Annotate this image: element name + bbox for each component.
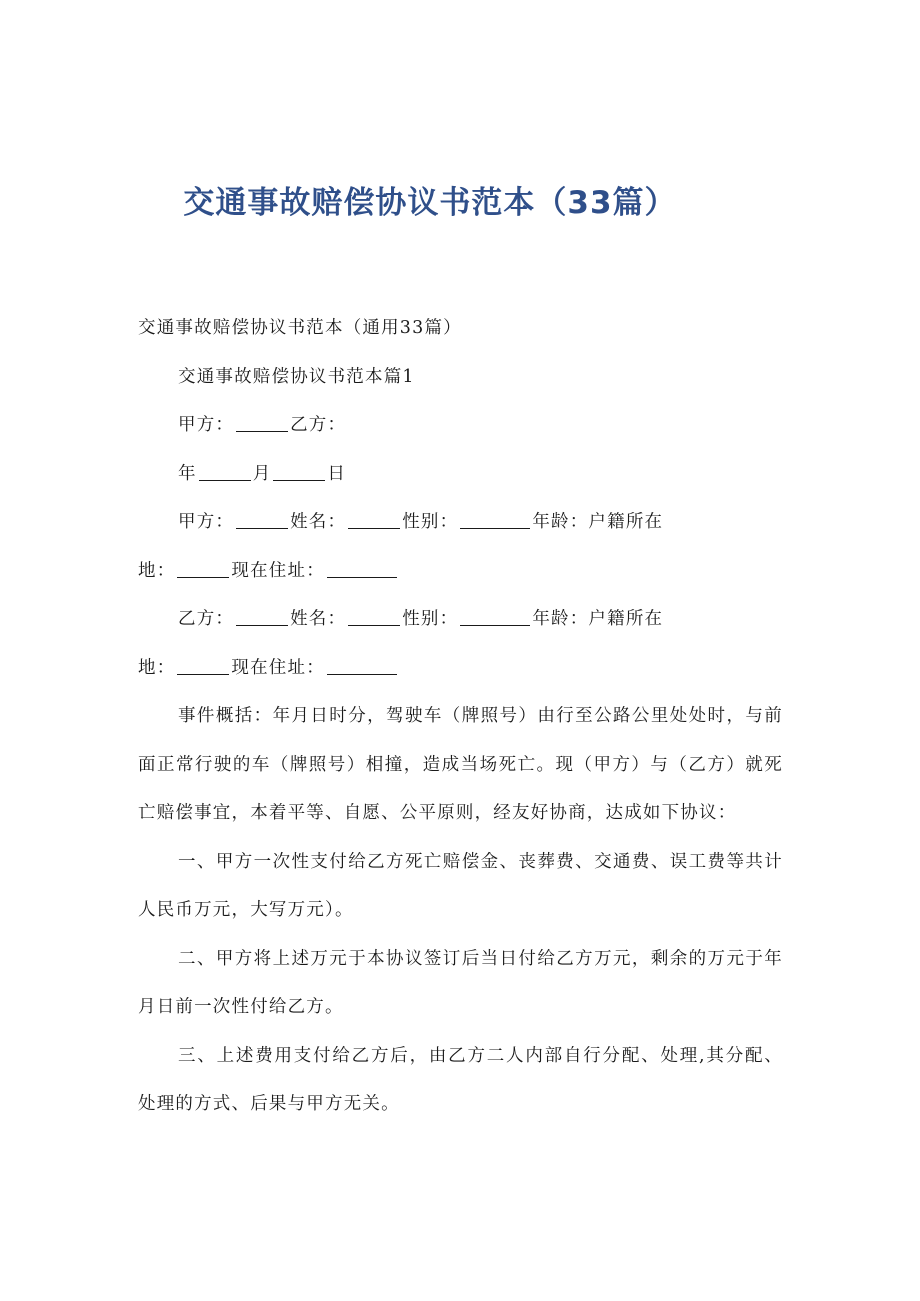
blank bbox=[236, 511, 288, 529]
clause-one-paragraph: 一、甲方一次性支付给乙方死亡赔偿金、丧葬费、交通费、误工费等共计人民币万元，大写万元）。 bbox=[138, 851, 783, 920]
name-label: 姓名： bbox=[290, 512, 347, 532]
address-label: 现在住址： bbox=[231, 657, 325, 678]
party-a-label: 甲方： bbox=[178, 415, 235, 435]
clause-three-paragraph: 三、上述费用支付给乙方后，由乙方二人内部自行分配、处理,其分配、处理的方式、后果与甲方无关。 bbox=[138, 1045, 783, 1114]
party-b-address-line bbox=[138, 644, 783, 693]
address-blank bbox=[327, 657, 397, 675]
party-a-address-line bbox=[138, 547, 783, 596]
continuation-label: 地： bbox=[138, 657, 176, 678]
name-blank bbox=[348, 511, 400, 529]
address-blank bbox=[327, 560, 397, 578]
parties-line bbox=[138, 401, 783, 450]
party-a-info-label: 甲方： bbox=[178, 512, 235, 532]
age-label: 年龄：户籍所在 bbox=[532, 609, 664, 629]
blank bbox=[236, 608, 288, 626]
year-label: 年 bbox=[178, 463, 197, 484]
party-b-info-line bbox=[138, 595, 783, 644]
continuation-label: 地： bbox=[138, 560, 176, 581]
year-blank bbox=[199, 463, 251, 481]
gender-blank bbox=[460, 511, 530, 529]
document-subtitle: 交通事故赔偿协议书范本（通用33篇） bbox=[138, 318, 462, 338]
date-line bbox=[138, 450, 783, 499]
document-body bbox=[138, 304, 783, 1129]
party-b-info-label: 乙方： bbox=[178, 609, 235, 629]
gender-label: 性别： bbox=[402, 609, 459, 629]
age-label: 年龄：户籍所在 bbox=[532, 512, 664, 532]
address-label: 现在住址： bbox=[231, 560, 325, 581]
incident-summary-paragraph: 事件概括：年月日时分，驾驶车（牌照号）由行至公路公里处处时，与前面正常行驶的车（牌照号）相撞，造成当场死亡。现（甲方）与（乙方）就死亡赔偿事宜，本着平等、自愿、公平原则，经友好协商，达成如下协议： bbox=[138, 706, 783, 823]
gender-label: 性别： bbox=[402, 512, 459, 532]
page-title: 交通事故赔偿协议书范本（33篇） bbox=[183, 184, 677, 221]
blank bbox=[177, 657, 229, 675]
day-label: 日 bbox=[327, 463, 347, 484]
party-a-info-line bbox=[138, 498, 783, 547]
name-blank bbox=[348, 608, 400, 626]
name-label: 姓名： bbox=[290, 609, 347, 629]
party-a-blank bbox=[236, 414, 288, 432]
month-blank bbox=[273, 463, 325, 481]
blank bbox=[177, 560, 229, 578]
gender-blank bbox=[460, 608, 530, 626]
section-heading: 交通事故赔偿协议书范本篇1 bbox=[178, 366, 415, 387]
month-label: 月 bbox=[252, 463, 272, 484]
party-b-label: 乙方： bbox=[290, 415, 347, 435]
clause-two-paragraph: 二、甲方将上述万元于本协议签订后当日付给乙方万元，剩余的万元于年月日前一次性付给乙方。 bbox=[138, 948, 783, 1017]
